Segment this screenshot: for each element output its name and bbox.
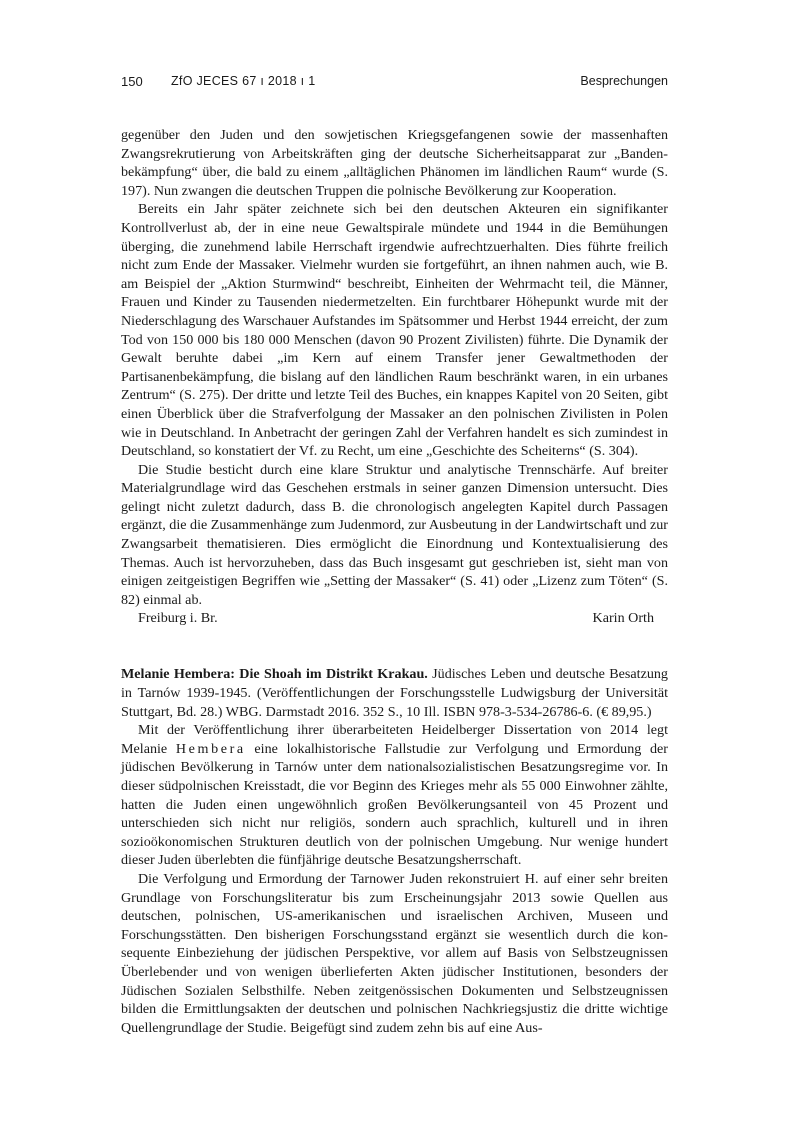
review1-paragraph-2: Bereits ein Jahr später zeichnete sich bei den deutschen Akteuren ein signifikanter Kontrollverlust ab, der in eine neue Gewaltspirale mündete und 1944 in die Bemühungen überging, die zunehmend labile Herrschaft irgendwie aufrechtzuerhalten. Dies führte freilich nicht zum Ende der Massaker. Vielmehr wurden sie fortgeführt, an ihnen nahmen auch, wie B. am Beispiel der „Aktion Sturmwind“ beschreibt, Einheiten der Wehrmacht teil, die Männer, Frauen und Kinder zu Tausenden niedermetzelten. Ein furchtbarer Höhepunkt wurde mit der Niederschlagung des Warschauer Aufstandes im Spätsommer und Herbst 1944 erreicht, der zum Tod von 150 000 bis 180 000 Menschen (davon 90 Prozent Zivilisten) führte. Die Dynamik der Gewalt beruhte dabei „im Kern auf einem Transfer jener Gewaltmethoden der Partisanenbekämpfung, die bislang auf den ländlichen Raum beschränkt waren, in ein urbanes Zentrum“ (S. 275). Der dritte und letzte Teil des Buches, ein knappes Kapitel von 20 Seiten, gibt einen Überblick über die Strafverfolgung der Massaker an den polnischen Zivilisten in Polen wie in Deutschland. In Anbetracht der geringen Zahl der Verfahren handelt es sich zumindest in Deutschland, so konstatiert der Vf. zu Recht, um eine „Geschichte des Scheiterns“ (S. 304). bbox=[121, 201, 668, 460]
review-separator bbox=[121, 628, 668, 665]
review2-paragraph-1 bbox=[121, 721, 668, 870]
review2-p1-start: Mit der Veröffentlichung ihrer überarbeiteten Heidelberger Dissertation von 2014 legt Melanie bbox=[121, 722, 668, 757]
section-name: Besprechungen bbox=[580, 74, 668, 88]
journal-title: ZfO JECES 67 ı 2018 ı 1 bbox=[171, 74, 316, 88]
review2-book-title: Melanie Hembera: Die Shoah im Distrikt Krakau. bbox=[121, 666, 428, 683]
review2-p1-rest: eine lokalhistorische Fallstudie zur Verfolgung und Ermordung der jüdischen Bevölkerung in Tarnów unter dem nationalsozialistischen Besatzungsregime vor. In dieser südpolnischen Kreisstadt, die vor Beginn des Krieges mehr als 55 000 Einwohner zählte, hatten die Juden einen ungewöhnlich großen Bevölkerungsanteil von 45 Prozent und unterschieden sich nicht nur religiös, sondern auch sprachlich, kulturell und in ihren sozioökonomischen Strukturen deutlich von der polnischen Umgebung. Nur wenige hundert dieser Juden überlebten die fünfjährige deutsche Besatzungsherrschaft. bbox=[121, 740, 668, 869]
review1-reviewer: Karin Orth bbox=[592, 610, 654, 627]
running-header bbox=[121, 74, 668, 92]
page-body bbox=[121, 126, 668, 1037]
review1-paragraph-1: gegenüber den Juden und den sowjetischen Kriegsgefangenen sowie der massenhaften Zwangsrekrutierung von Arbeitskräften ging der deutsche Sicherheitsapparat zur „Bandenbekämpfung“ über, die bald zu einem „alltäglichen Phänomen im ländlichen Raum“ wurde (S. 197). Nun zwangen die deutschen Truppen die polnische Bevölkerung zur Kooperation. bbox=[121, 127, 668, 199]
review2-heading bbox=[121, 665, 668, 721]
review2-bibliography: Jüdisches Leben und deutsche Besatzung in Tarnów 1939-1945. (Veröffentlichungen der Forschungsstelle Ludwigsburg der Universität Stuttgart, Bd. 28.) WBG. Darmstadt 2016. 352 S., 10 Ill. ISBN 978-3-534-26786-6. (€ 89,95.) bbox=[121, 666, 668, 720]
review1-paragraph-3: Die Studie besticht durch eine klare Struktur und analytische Trennschärfe. Auf breiter Materialgrundlage wird das Geschehen erstmals in seiner ganzen Dimension untersucht. Dies gelingt nicht zuletzt dadurch, dass B. die chronologisch angelegten Kapitel durch Passagen ergänzt, die die Zusammenhänge zum Judenmord, zur Ausbeutung in der Landwirtschaft und zur Zwangsarbeit thematisieren. Dies ermöglicht die Einordnung und Kontextualisierung des Themas. Auch ist hervorzuheben, dass das Buch insgesamt gut geschrieben ist, sieht man von einigen zeitgeistigen Begriffen wie „Setting der Massaker“ (S. 41) oder „Lizenz zum Töten“ (S. 82) einmal ab. bbox=[121, 461, 668, 608]
review1-place: Freiburg i. Br. bbox=[138, 610, 218, 627]
review1-signature bbox=[121, 609, 668, 628]
review2-paragraph-2: Die Verfolgung und Ermordung der Tarnower Juden rekonstruiert H. auf einer sehr breiten Grundlage von Forschungsliteratur bis zum Erscheinungsjahr 2013 sowie Quellen aus deutschen, polnischen, US-amerikanischen und israelischen Archiven, Museen und Forschungsstätten. Den bisherigen Forschungsstand ergänzt sie wesentlich durch die konsequente Einbeziehung der jüdischen Perspektive, vor allem auf Basis von Selbstzeugnissen Überlebender und von wenigen überlieferten Akten jüdischer Institutionen, besonders der Jüdischen Sozialen Selbsthilfe. Neben zeitgenössischen Dokumenten und Selbstzeugnissen bilden die Ermittlungsakten der deutschen und polnischen Nachkriegsjustiz die dritte wichtige Quellengrundlage der Studie. Beigefügt sind zudem zehn bis auf eine Aus- bbox=[121, 870, 668, 1036]
review2-author-name: Hembera bbox=[175, 740, 246, 757]
page-number: 150 bbox=[121, 74, 143, 89]
